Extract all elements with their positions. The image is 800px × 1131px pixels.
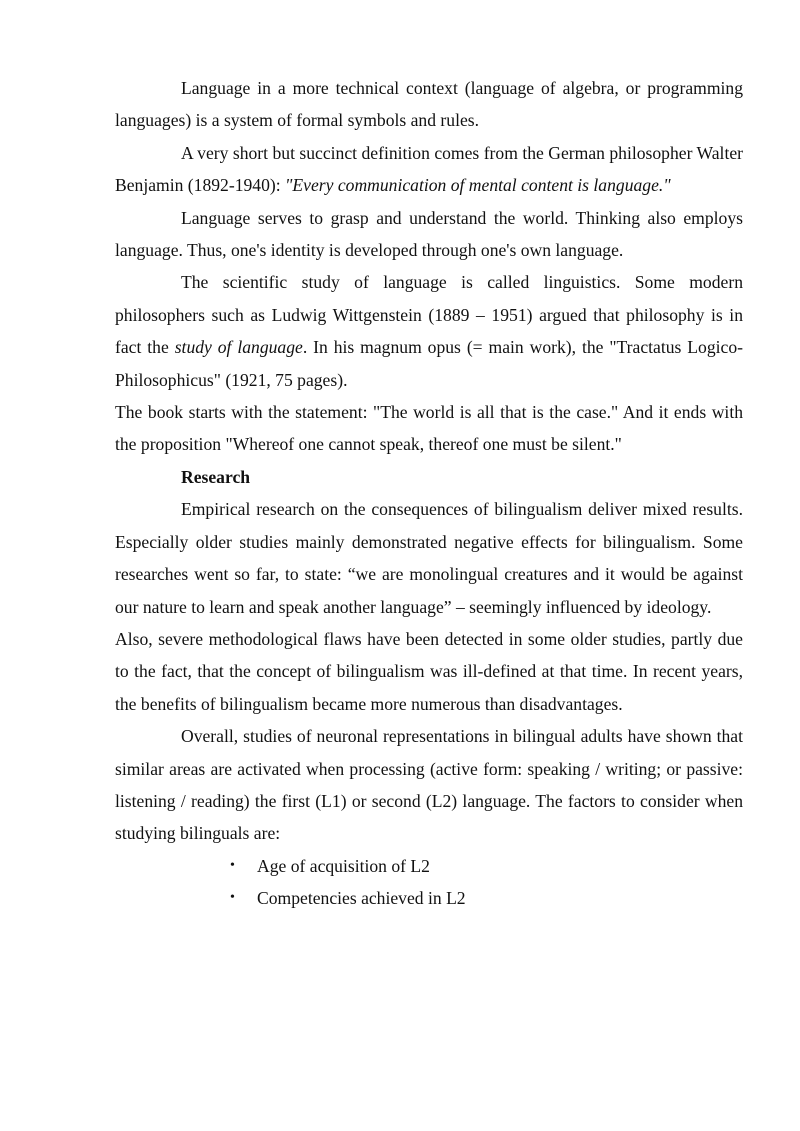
list-item bbox=[230, 882, 743, 914]
paragraph-technical-language: Language in a more technical context (language of algebra, or programming languages) is a system of formal symbols and rules. bbox=[115, 78, 743, 131]
paragraph-linguistics bbox=[115, 266, 743, 460]
benjamin-intro: A very short but succinct definition comes from the German philosopher Walter Benjamin (1892-1940): bbox=[115, 142, 743, 196]
tractatus-statements: The book starts with the statement: "The world is all that is the case." And it ends with the proposition "Whereof one cannot speak, thereof one must be silent." bbox=[115, 402, 743, 455]
paragraph-empirical-research bbox=[115, 493, 743, 720]
factors-list bbox=[115, 850, 743, 915]
document-body bbox=[115, 72, 743, 915]
study-of-language-emphasis: study of language bbox=[174, 337, 303, 358]
section-heading-research: Research bbox=[181, 466, 251, 487]
list-item-text: Age of acquisition of L2 bbox=[257, 855, 430, 876]
tractatus-mention: . In his magnum opus (= main work), the "Tractatus Logico-Philosophicus" (1921, 75 pages). bbox=[115, 337, 743, 390]
benjamin-quote: "Every communication of mental content is language." bbox=[285, 175, 671, 196]
linguistics-intro: The scientific study of language is called linguistics. Some modern philosophers such as Ludwig Wittgenstein (1889 – 1951) argued that philosophy is in fact the bbox=[115, 272, 743, 358]
empirical-research-part2: Also, severe methodological flaws have been detected in some older studies, partly due to the fact, that the concept of bilingualism was ill-defined at that time. In recent years, the benefits of bilingualism became more numerous than disadvantages. bbox=[115, 628, 743, 714]
paragraph-benjamin-definition bbox=[115, 137, 743, 202]
paragraph-language-world: Language serves to grasp and understand the world. Thinking also employs language. Thus, one's identity is developed through one's own language. bbox=[115, 207, 743, 261]
empirical-research-part1: Empirical research on the consequences of bilingualism deliver mixed results. Especially older studies mainly demonstrated negative effects for bilingualism. Some researches went so far, to state: “we are monolingual creatures and it would be against our nature to learn and speak another language” – seemingly influenced by ideology. bbox=[115, 499, 743, 617]
bullet-icon: • bbox=[230, 890, 235, 906]
bullet-icon: • bbox=[230, 857, 235, 873]
paragraph-neuronal-representations: Overall, studies of neuronal representations in bilingual adults have shown that similar areas are activated when processing (active form: speaking / writing; or passive: listening / reading) the first (L1) or second (L2) language. The factors to consider when studying bilinguals are: bbox=[115, 726, 743, 844]
list-item bbox=[230, 850, 743, 882]
list-item-text: Competencies achieved in L2 bbox=[257, 888, 466, 909]
